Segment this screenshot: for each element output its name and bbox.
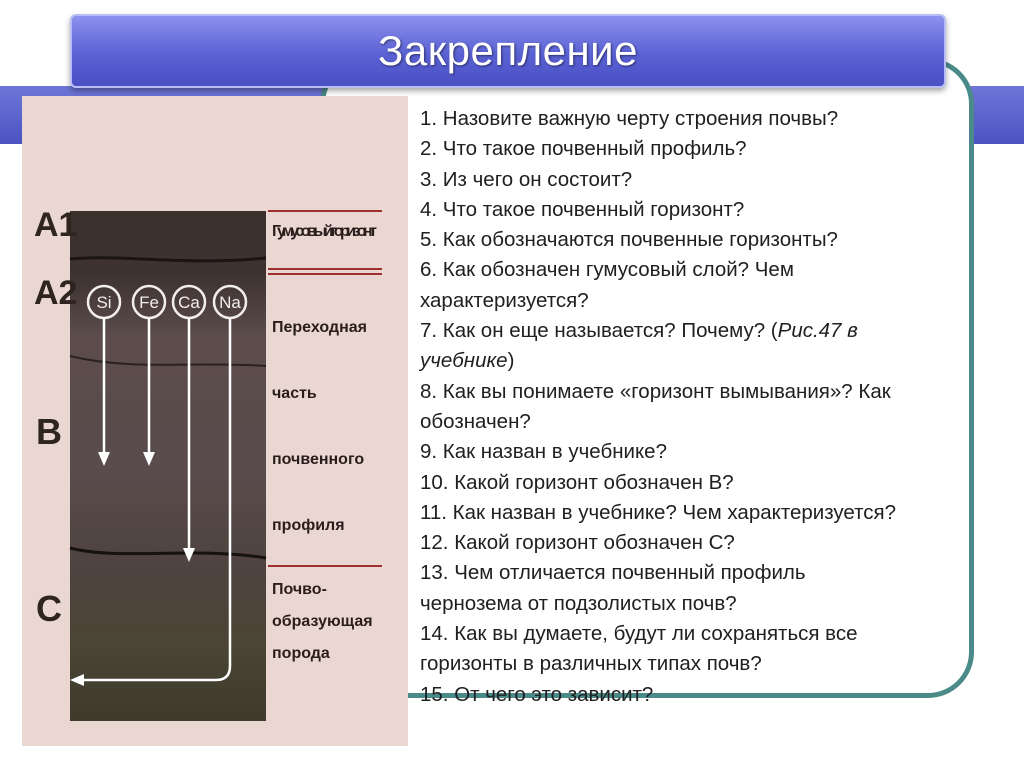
textbook-reference: Рис.47 в bbox=[777, 319, 858, 343]
question-line: 9. Как назван в учебнике? bbox=[420, 440, 667, 464]
caption-parent-2: образующая bbox=[272, 613, 373, 630]
question-line: горизонты в различных типах почв? bbox=[420, 652, 762, 676]
element-label-na: Na bbox=[219, 293, 241, 312]
soil-profile-figure bbox=[22, 96, 408, 746]
caption-humus: Гумусовый горизонт bbox=[272, 223, 377, 240]
horizon-label-a2: A2 bbox=[34, 274, 78, 312]
caption-transitional-1: Переходная bbox=[272, 319, 367, 336]
question-line: 5. Как обозначаются почвенные горизонты? bbox=[420, 228, 838, 252]
horizon-label-b: B bbox=[36, 411, 62, 452]
question-line: 11. Как назван в учебнике? Чем характеризуется? bbox=[420, 500, 897, 524]
question-line: 14. Как вы думаете, будут ли сохраняться все bbox=[420, 622, 858, 646]
question-line bbox=[420, 346, 1020, 376]
question-line: 4. Что такое почвенный горизонт? bbox=[420, 197, 745, 221]
question-line: 3. Из чего он состоит? bbox=[420, 167, 633, 191]
question-line: 13. Чем отличается почвенный профиль bbox=[420, 561, 806, 585]
question-text: 7. Как он еще называется? Почему? ( bbox=[420, 319, 778, 343]
question-line: 12. Какой горизонт обозначен С? bbox=[420, 531, 735, 555]
caption-parent-3: порода bbox=[272, 645, 330, 662]
question-line: обозначен? bbox=[420, 409, 531, 433]
horizon-label-a1: A1 bbox=[34, 206, 78, 244]
slide-title: Закрепление bbox=[378, 27, 638, 74]
question-text: ) bbox=[507, 349, 515, 373]
textbook-reference: учебнике bbox=[420, 349, 508, 373]
element-label-fe: Fe bbox=[139, 293, 159, 312]
question-line: 1. Назовите важную черту строения почвы? bbox=[420, 107, 839, 130]
element-label-ca: Ca bbox=[178, 293, 200, 312]
question-line bbox=[420, 316, 1020, 346]
title-bar bbox=[70, 14, 946, 88]
horizon-label-c: C bbox=[36, 588, 62, 629]
caption-parent-1: Почво- bbox=[272, 581, 327, 598]
soil-profile-diagram bbox=[22, 96, 408, 746]
caption-transitional-4: профиля bbox=[272, 517, 345, 534]
caption-transitional-2: часть bbox=[272, 385, 317, 402]
question-list bbox=[420, 104, 1020, 710]
question-line: 15. От чего это зависит? bbox=[420, 682, 654, 706]
question-line: 6. Как обозначен гумусовый слой? Чем bbox=[420, 258, 794, 282]
question-line: 8. Как вы понимаете «горизонт вымывания»? Как bbox=[420, 379, 891, 403]
question-line: 2. Что такое почвенный профиль? bbox=[420, 137, 747, 161]
caption-transitional-3: почвенного bbox=[272, 451, 365, 468]
question-line: чернозема от подзолистых почв? bbox=[420, 591, 737, 615]
question-line: 10. Какой горизонт обозначен В? bbox=[420, 470, 734, 494]
element-label-si: Si bbox=[96, 293, 112, 312]
question-line: характеризуется? bbox=[420, 288, 589, 312]
